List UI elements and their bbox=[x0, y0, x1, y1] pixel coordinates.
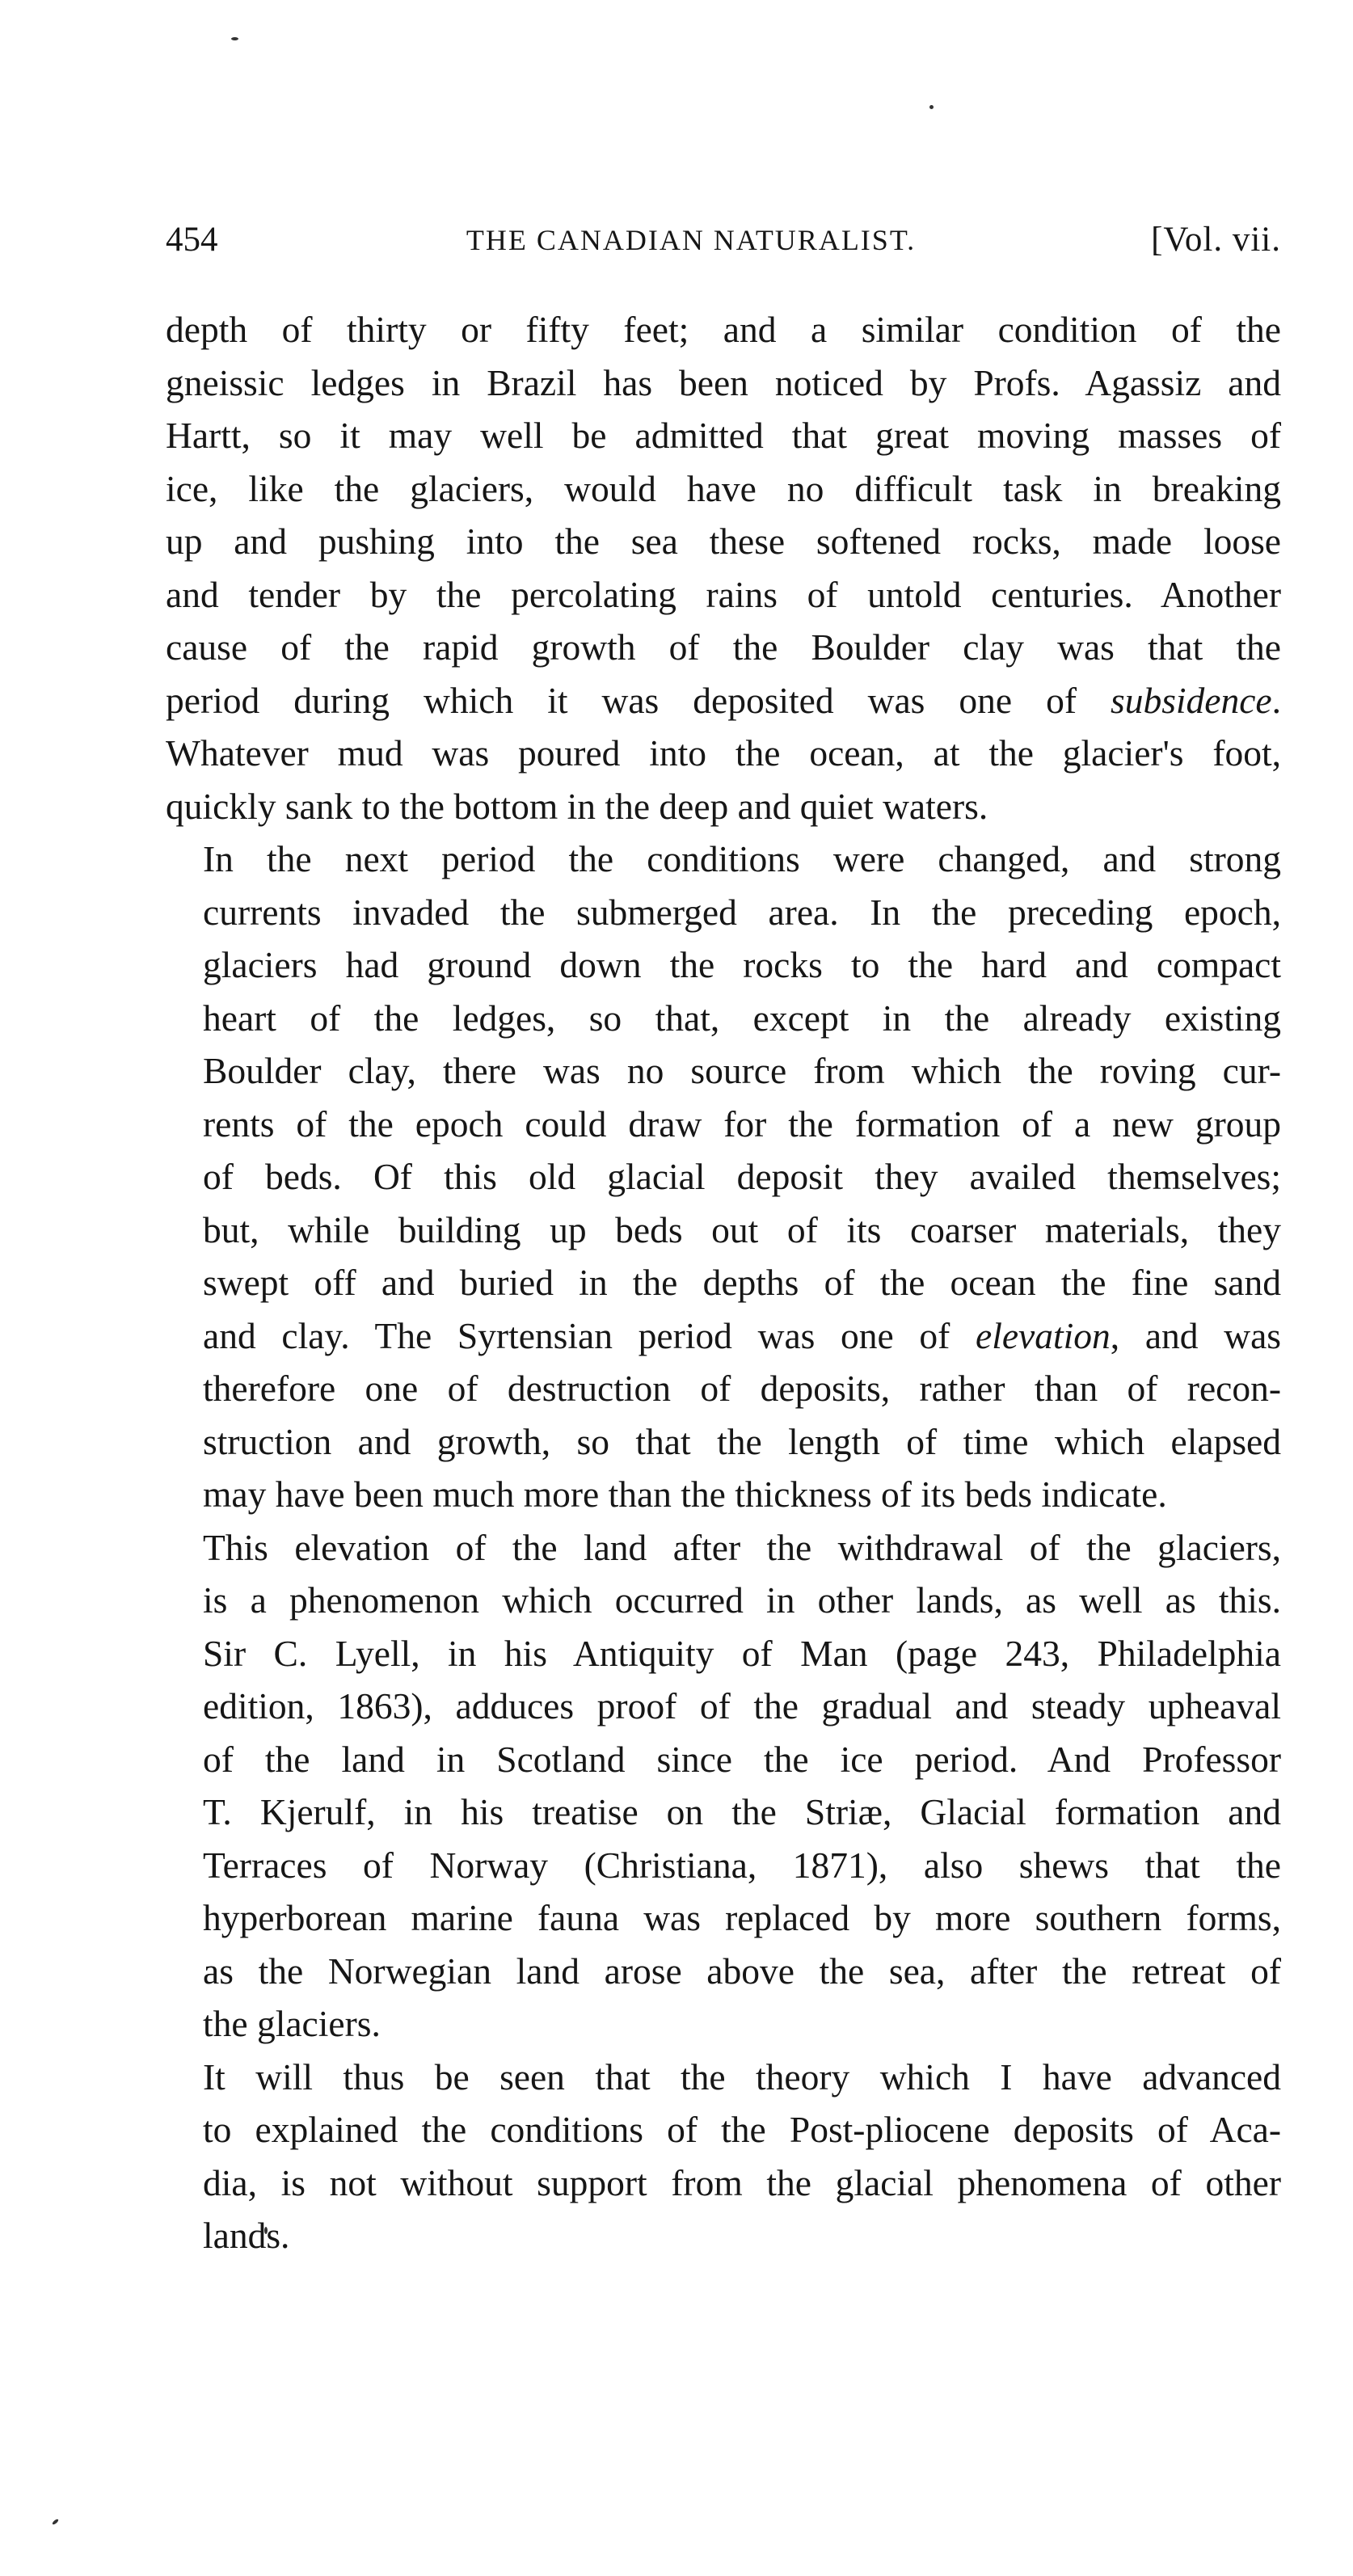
text-line: It will thus be seen that the theory which I have advanced bbox=[203, 2055, 1281, 2097]
text-line: heart of the ledges, so that, except in the already existing bbox=[203, 997, 1281, 1039]
volume-label: [Vol. vii. bbox=[1151, 221, 1281, 259]
text-line: T. Kjerulf, in his treatise on the Striæ, Glacial formation and bbox=[203, 1791, 1281, 1832]
page-number: 454 bbox=[166, 221, 218, 259]
text-line: to explained the conditions of the Post-pliocene deposits of Aca- bbox=[203, 2109, 1281, 2150]
text-line: This elevation of the land after the withdrawal of the glaciers, bbox=[203, 1526, 1281, 1568]
text-line: lands. bbox=[203, 2215, 290, 2256]
text-line: as the Norwegian land arose above the sea, after the retreat of bbox=[203, 1950, 1281, 1992]
ink-speck bbox=[231, 37, 238, 40]
text-line: Terraces of Norway (Christiana, 1871), also shews that the bbox=[203, 1844, 1281, 1886]
text-line: gneissic ledges in Brazil has been noticed by Profs. Agassiz and bbox=[166, 361, 1281, 403]
text-line: edition, 1863), adduces proof of the gradual and steady upheaval bbox=[203, 1685, 1281, 1726]
text-line: cause of the rapid growth of the Boulder clay was that the bbox=[166, 626, 1281, 668]
emphasis-subsidence: subsidence bbox=[1110, 679, 1272, 721]
text-line: Boulder clay, there was no source from which the roving cur- bbox=[203, 1050, 1281, 1091]
text-line: the glaciers. bbox=[203, 2003, 381, 2044]
text-line: and tender by the percolating rains of untold centuries. Another bbox=[166, 573, 1281, 615]
ink-speck bbox=[929, 105, 934, 109]
emphasis-elevation: elevation bbox=[976, 1314, 1111, 1356]
text-line: struction and growth, so that the length of time which elapsed bbox=[203, 1420, 1281, 1462]
page-header bbox=[166, 212, 1281, 268]
text-line: ice, like the glaciers, would have no difficult task in breaking bbox=[166, 467, 1281, 509]
text-line: is a phenomenon which occurred in other lands, as well as this. bbox=[203, 1579, 1281, 1621]
paragraph-4 bbox=[166, 2051, 1281, 2262]
ink-speck bbox=[52, 2519, 59, 2526]
text-line: Sir C. Lyell, in his Antiquity of Man (page 243, Philadelphia bbox=[203, 1632, 1281, 1674]
text-line: currents invaded the submerged area. In the preceding epoch, bbox=[203, 891, 1281, 933]
text-line: Hartt, so it may well be admitted that great moving masses of bbox=[166, 415, 1281, 456]
text-run: . bbox=[1271, 679, 1281, 721]
text-line: of beds. Of this old glacial deposit they availed themselves; bbox=[203, 1156, 1281, 1197]
text-line: but, while building up beds out of its coarser materials, they bbox=[203, 1208, 1281, 1250]
text-run: period during which it was deposited was one of bbox=[166, 679, 1111, 721]
text-run: and clay. The Syrtensian period was one of bbox=[203, 1314, 976, 1356]
text-line bbox=[166, 674, 1281, 727]
text-line: up and pushing into the sea these softened rocks, made loose bbox=[166, 521, 1281, 562]
text-line: swept off and buried in the depths of the ocean the fine sand bbox=[203, 1262, 1281, 1303]
text-line: glaciers had ground down the rocks to the hard and compact bbox=[203, 944, 1281, 985]
text-line bbox=[166, 1309, 1281, 1363]
text-line: therefore one of destruction of deposits, rather than of recon- bbox=[203, 1368, 1281, 1409]
body-text bbox=[166, 303, 1281, 2262]
text-line: hyperborean marine fauna was replaced by more southern forms, bbox=[203, 1897, 1281, 1938]
text-line: may have been much more than the thickness of its beds indicate. bbox=[203, 1474, 1167, 1515]
text-run: , and was bbox=[1110, 1314, 1281, 1356]
text-line: depth of thirty or fifty feet; and a similar condition of the bbox=[166, 309, 1281, 350]
text-line: Whatever mud was poured into the ocean, at the glacier's foot, bbox=[166, 732, 1281, 774]
text-line: of the land in Scotland since the ice period. And Professor bbox=[203, 1738, 1281, 1780]
text-line: rents of the epoch could draw for the formation of a new group bbox=[203, 1102, 1281, 1145]
paragraph-2 bbox=[166, 833, 1281, 1521]
text-line: dia, is not without support from the glacial phenomena of other bbox=[203, 2161, 1281, 2203]
paragraph-3 bbox=[166, 1521, 1281, 2051]
running-title: THE CANADIAN NATURALIST. bbox=[466, 224, 917, 256]
paragraph-1 bbox=[166, 303, 1281, 833]
text-line: quickly sank to the bottom in the deep and quiet waters. bbox=[166, 785, 988, 827]
text-line: In the next period the conditions were changed, and strong bbox=[203, 838, 1281, 879]
